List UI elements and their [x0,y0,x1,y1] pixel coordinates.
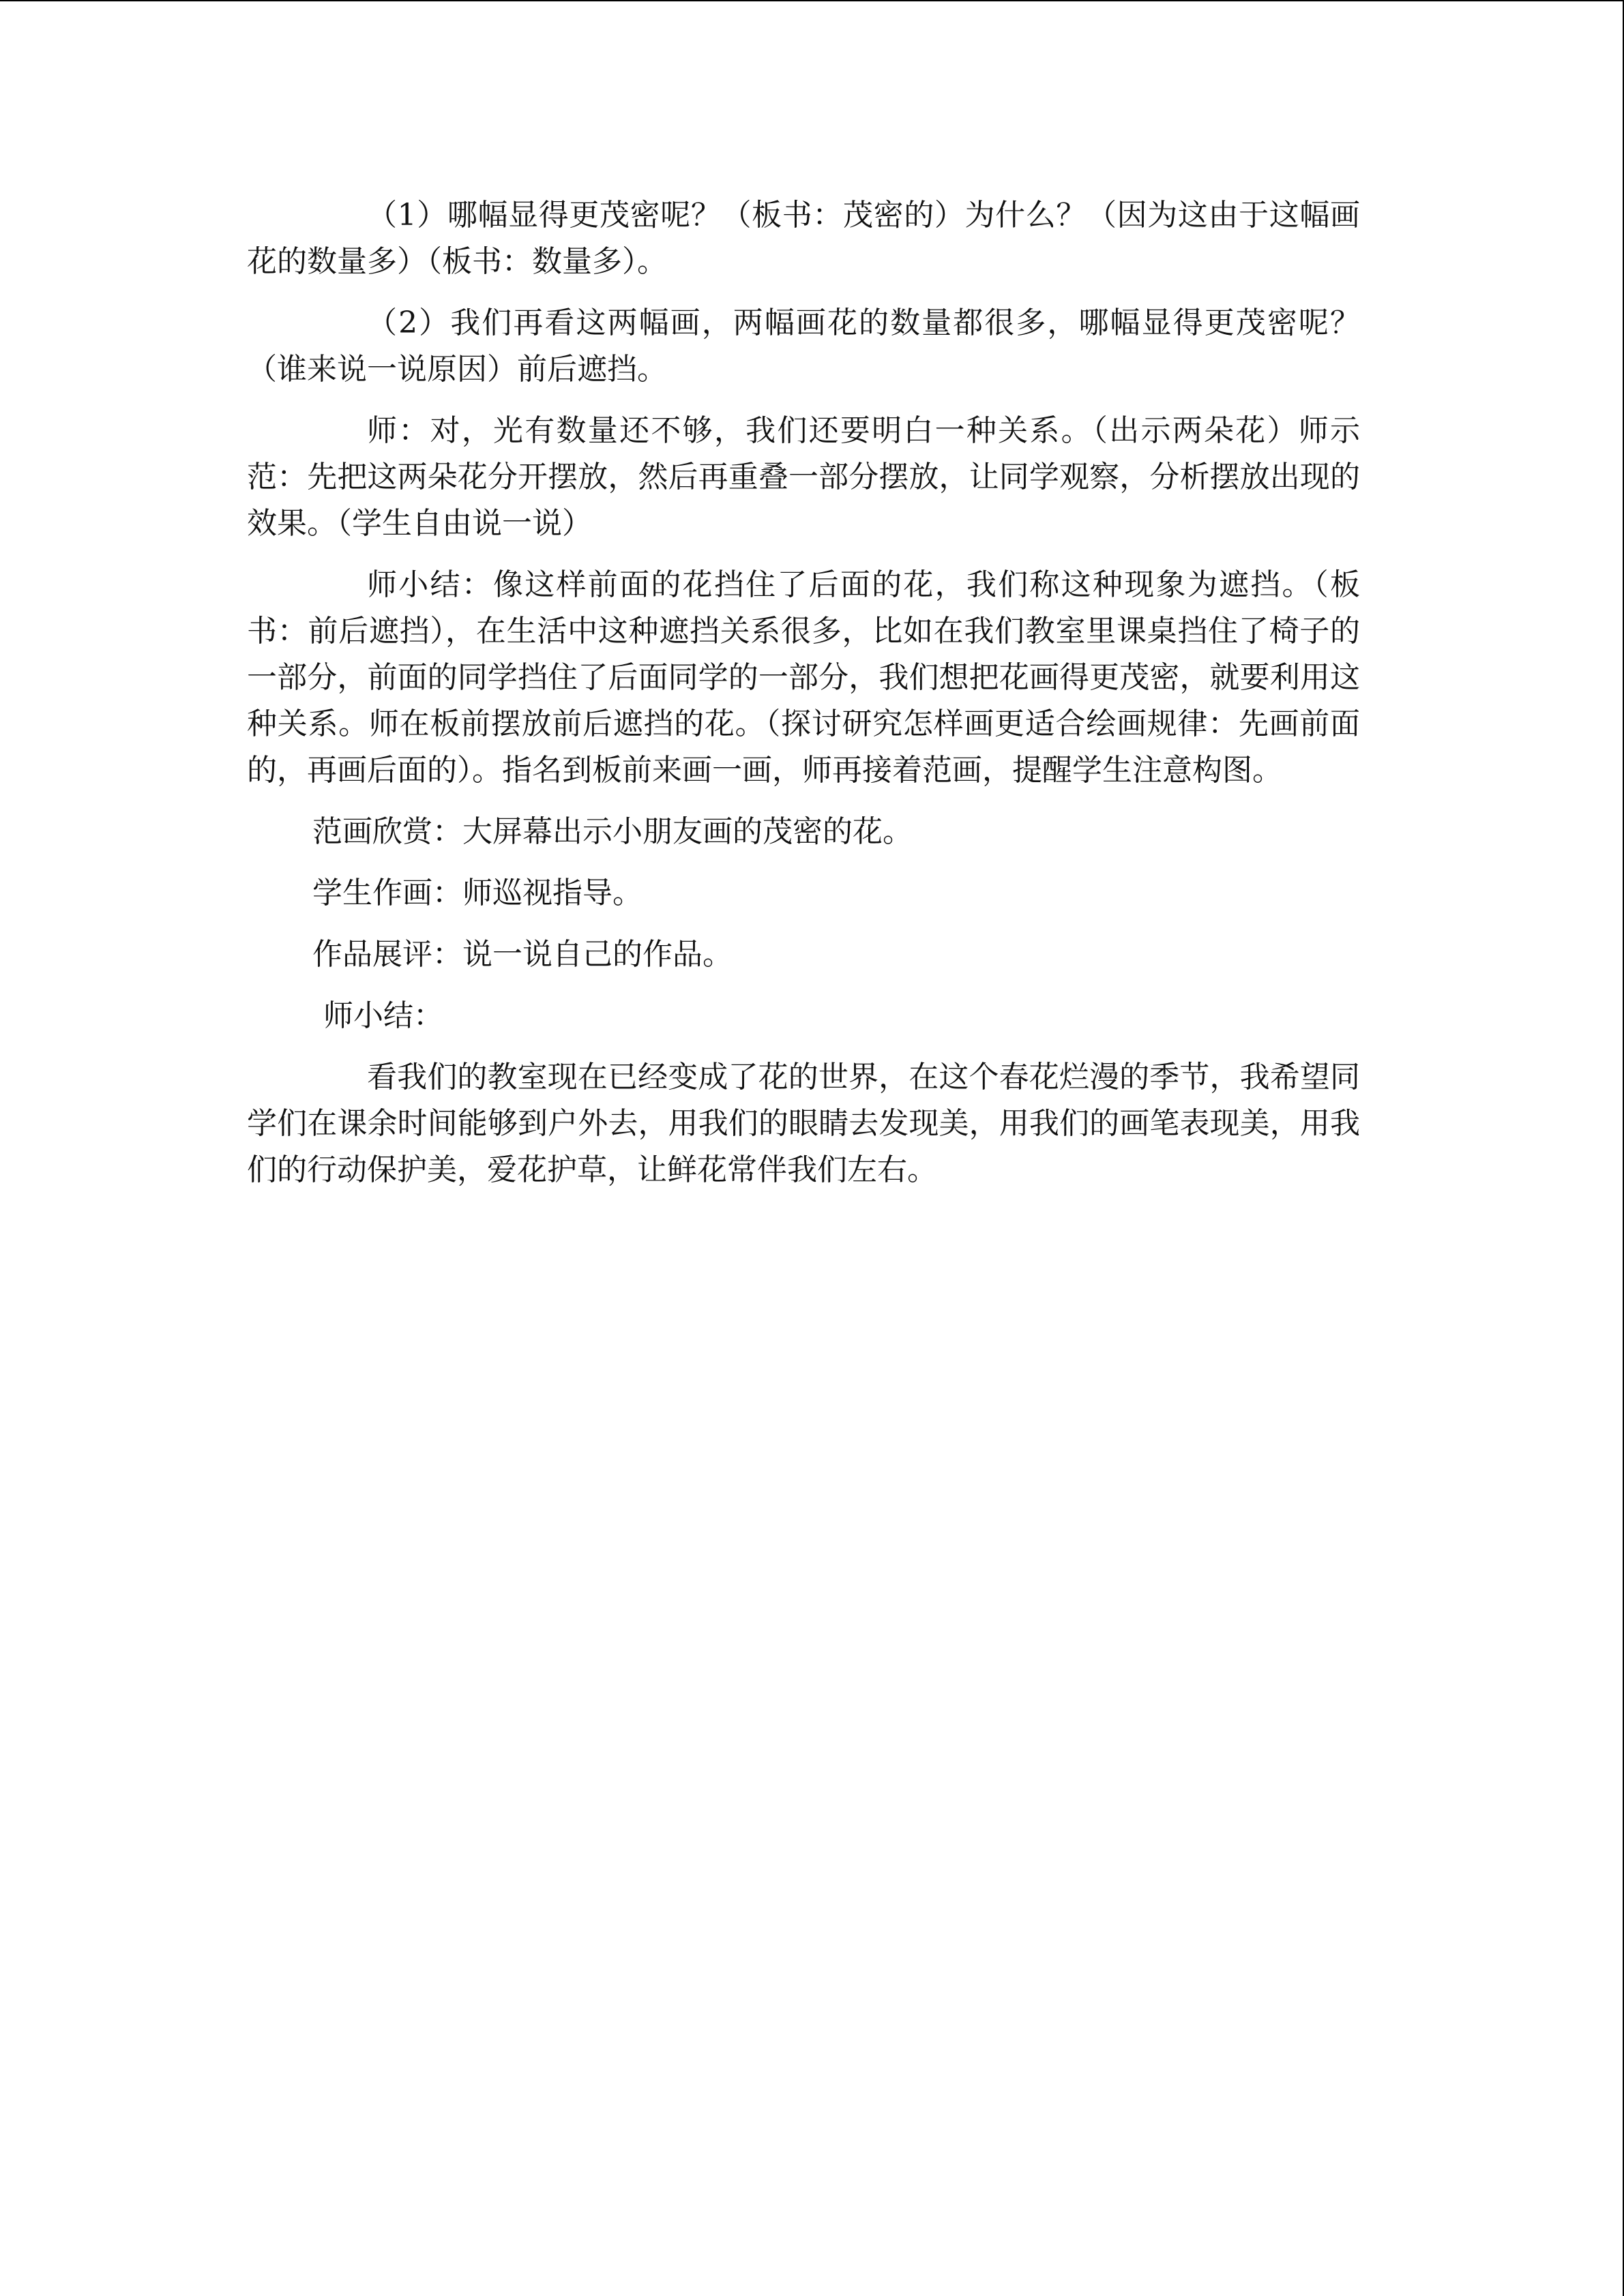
paragraph-summary-heading: 师小结： [323,998,443,1033]
paragraph-closing: 看我们的教室现在已经变成了花的世界，在这个春花烂漫的季节，我希望同学们在课余时间能够到户外去，用我们的眼睛去发现美，用我们的画笔表现美，用我们的行动保护美，爱花护草，让鲜花常伴我们左右。 [247,1060,1360,1187]
paragraph-sample-appreciation: 范画欣赏：大屏幕出示小朋友画的茂密的花。 [312,814,913,849]
paragraph-teacher-demo: 师：对，光有数量还不够，我们还要明白一种关系。（出示两朵花）师示范：先把这两朵花分开摆放，然后再重叠一部分摆放，让同学观察，分析摆放出现的效果。（学生自由说一说） [247,413,1360,541]
paragraph-student-drawing: 学生作画：师巡视指导。 [312,876,643,910]
paragraph-question-1: （1）哪幅显得更茂密呢？（板书：茂密的）为什么？（因为这由于这幅画花的数量多）（板书：数量多）。 [247,198,1360,279]
document-body [247,192,1360,1193]
paragraph-teacher-summary: 师小结：像这样前面的花挡住了后面的花，我们称这种现象为遮挡。（板书：前后遮挡），在生活中这种遮挡关系很多，比如在我们教室里课桌挡住了椅子的一部分，前面的同学挡住了后面同学的一部分，我们想把花画得更茂密，就要利用这种关系。师在板前摆放前后遮挡的花。（探讨研究怎样画更适合绘画规律：先画前面的，再画后面的）。指名到板前来画一画，师再接着范画，提醒学生注意构图。 [247,567,1360,788]
paragraph-question-2: （2）我们再看这两幅画，两幅画花的数量都很多，哪幅显得更茂密呢？（谁来说一说原因）前后遮挡。 [247,305,1360,387]
paragraph-work-review: 作品展评：说一说自己的作品。 [312,937,733,972]
